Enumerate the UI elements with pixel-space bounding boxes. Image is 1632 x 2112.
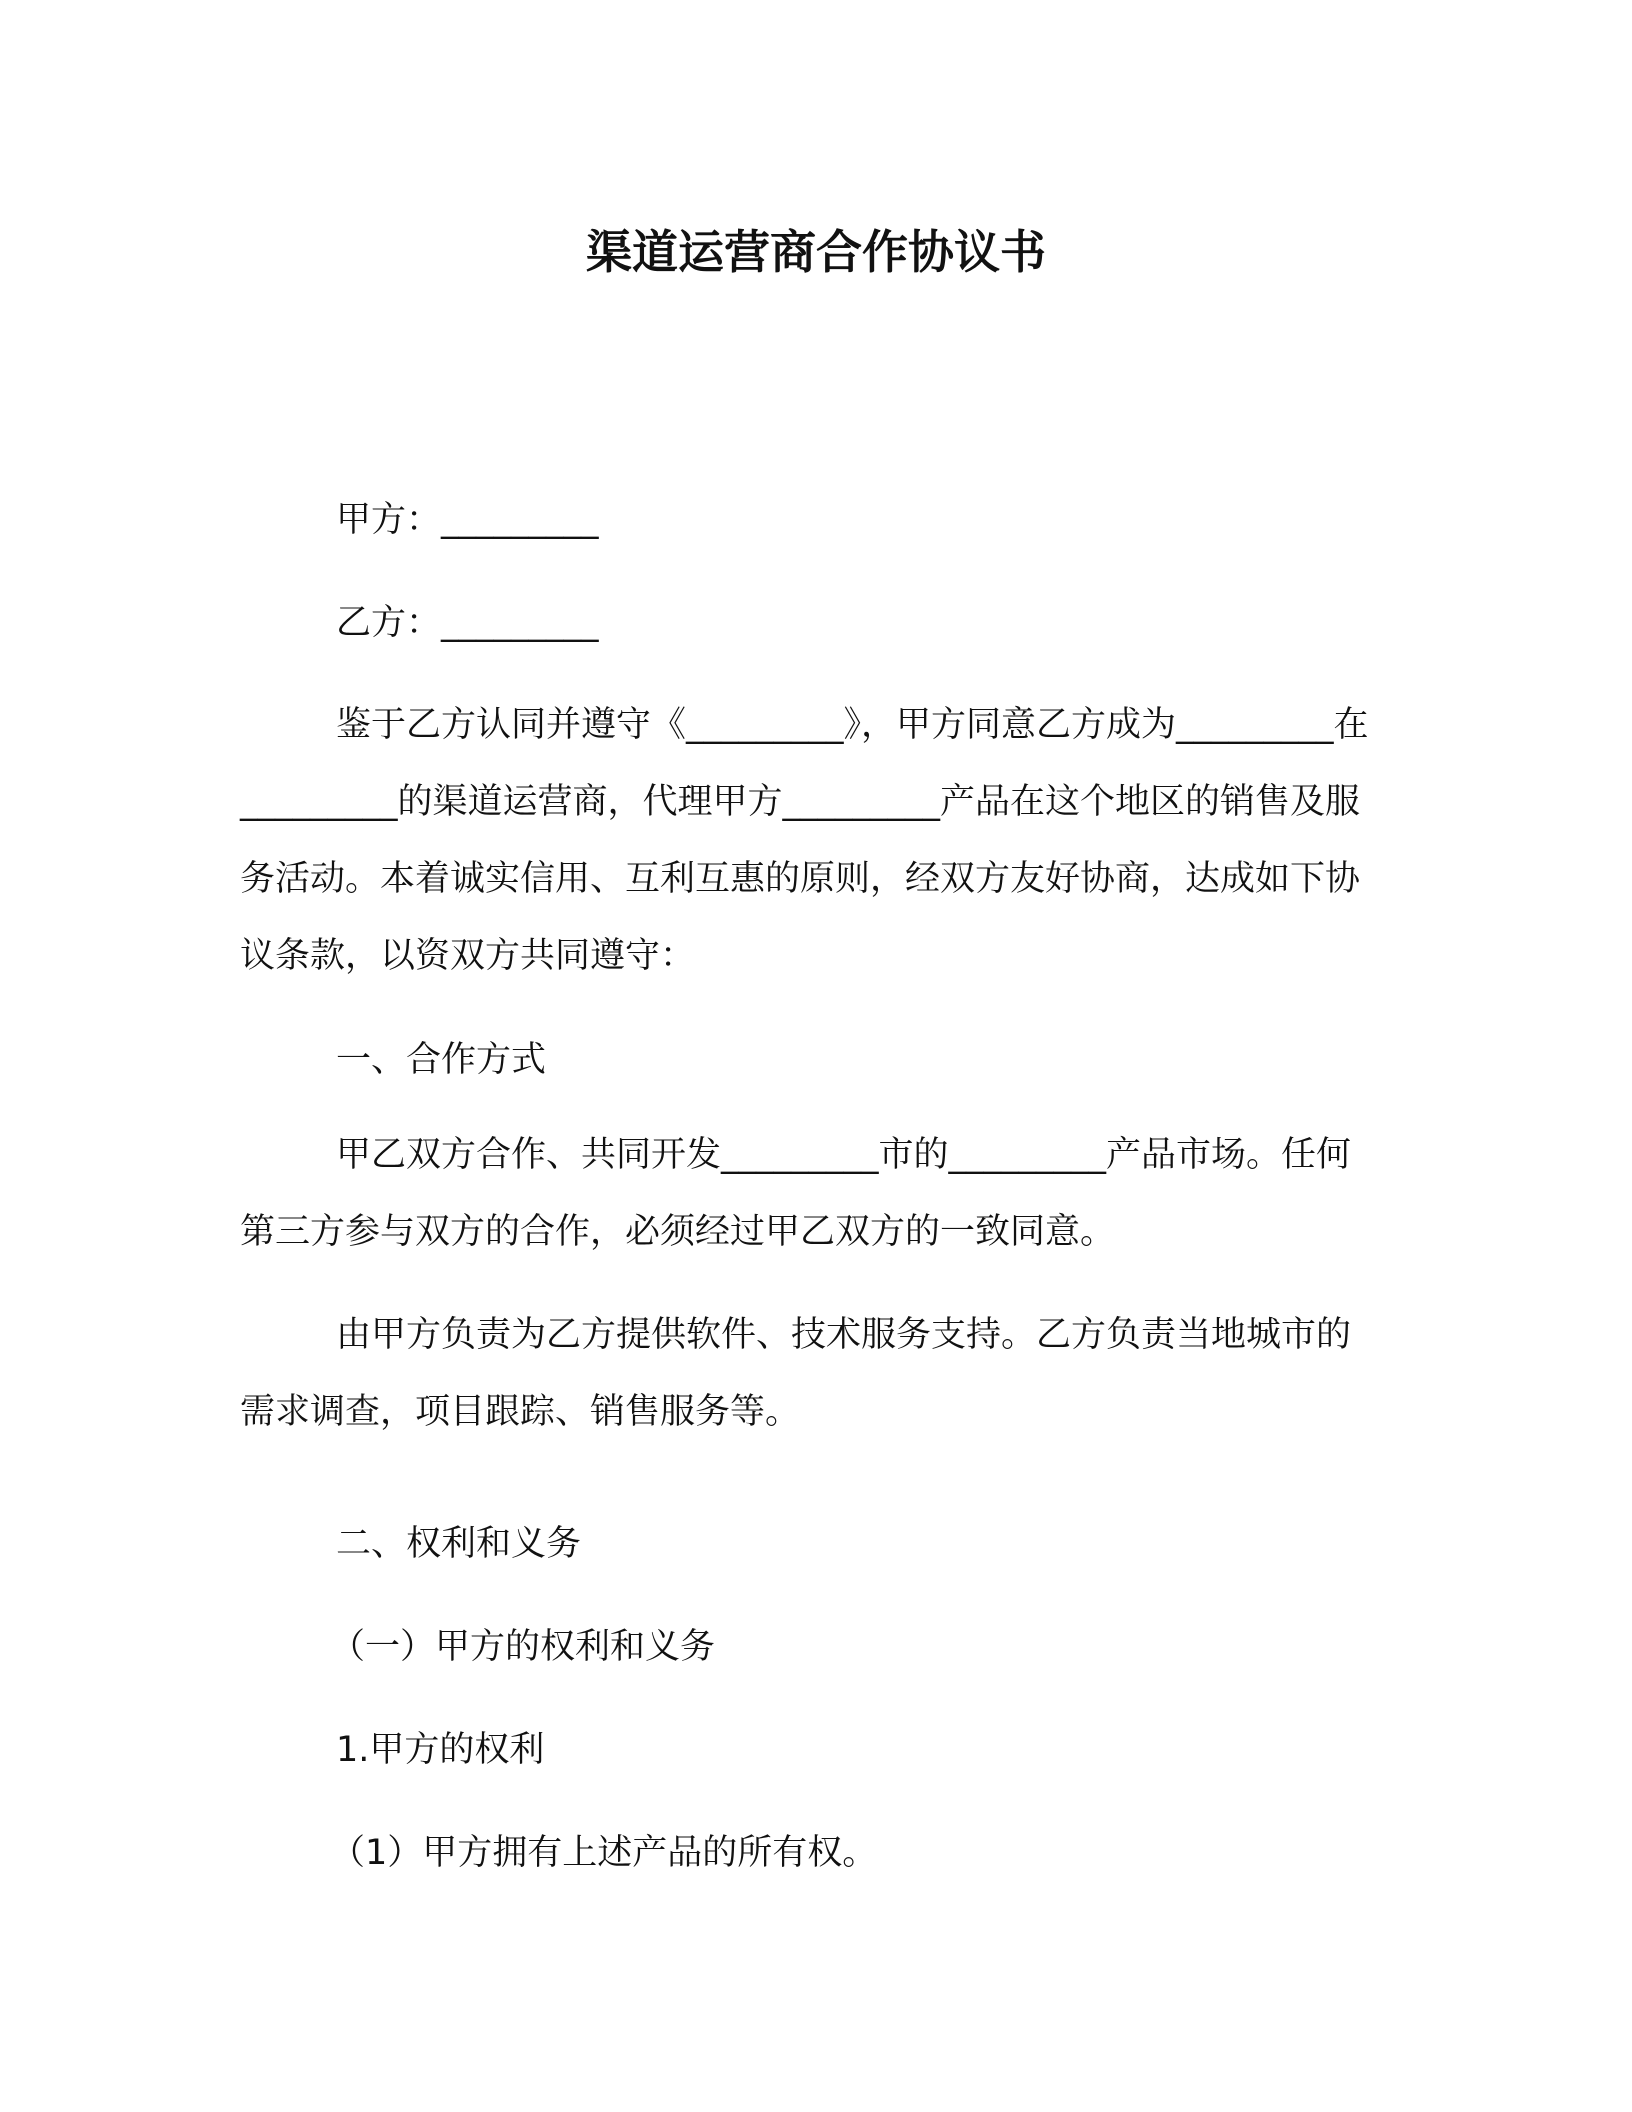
party-b-line: 乙方：_________ — [336, 603, 599, 643]
section-2-item-1-1: （1）甲方拥有上述产品的所有权。 — [330, 1833, 878, 1873]
party-a-line: 甲方：_________ — [336, 500, 599, 540]
section-1-paragraph-2: 由甲方负责为乙方提供软件、技术服务支持。乙方负责当地城市的需求调查，项目跟踪、销售服务等。 — [240, 1315, 1352, 1432]
document-title: 渠道运营商合作协议书 — [586, 225, 1046, 279]
section-1-paragraph-1: 甲乙双方合作、共同开发_________市的_________产品市场。任何第三方参与双方的合作，必须经过甲乙双方的一致同意。 — [240, 1135, 1352, 1252]
section-2-subheading-1: （一）甲方的权利和义务 — [330, 1627, 716, 1667]
section-1-heading: 一、合作方式 — [336, 1040, 547, 1080]
section-2-item-1: 1.甲方的权利 — [336, 1730, 545, 1770]
section-2-heading: 二、权利和义务 — [336, 1524, 582, 1564]
preamble-paragraph: 鉴于乙方认同并遵守《_________》，甲方同意乙方成为_________在_________的渠道运营商，代理甲方_________产品在这个地区的销售及服务活动。本着诚实信用、互利互惠的原则，经双方友好协商，达成如下协议条款，以资双方共同遵守： — [240, 705, 1369, 976]
